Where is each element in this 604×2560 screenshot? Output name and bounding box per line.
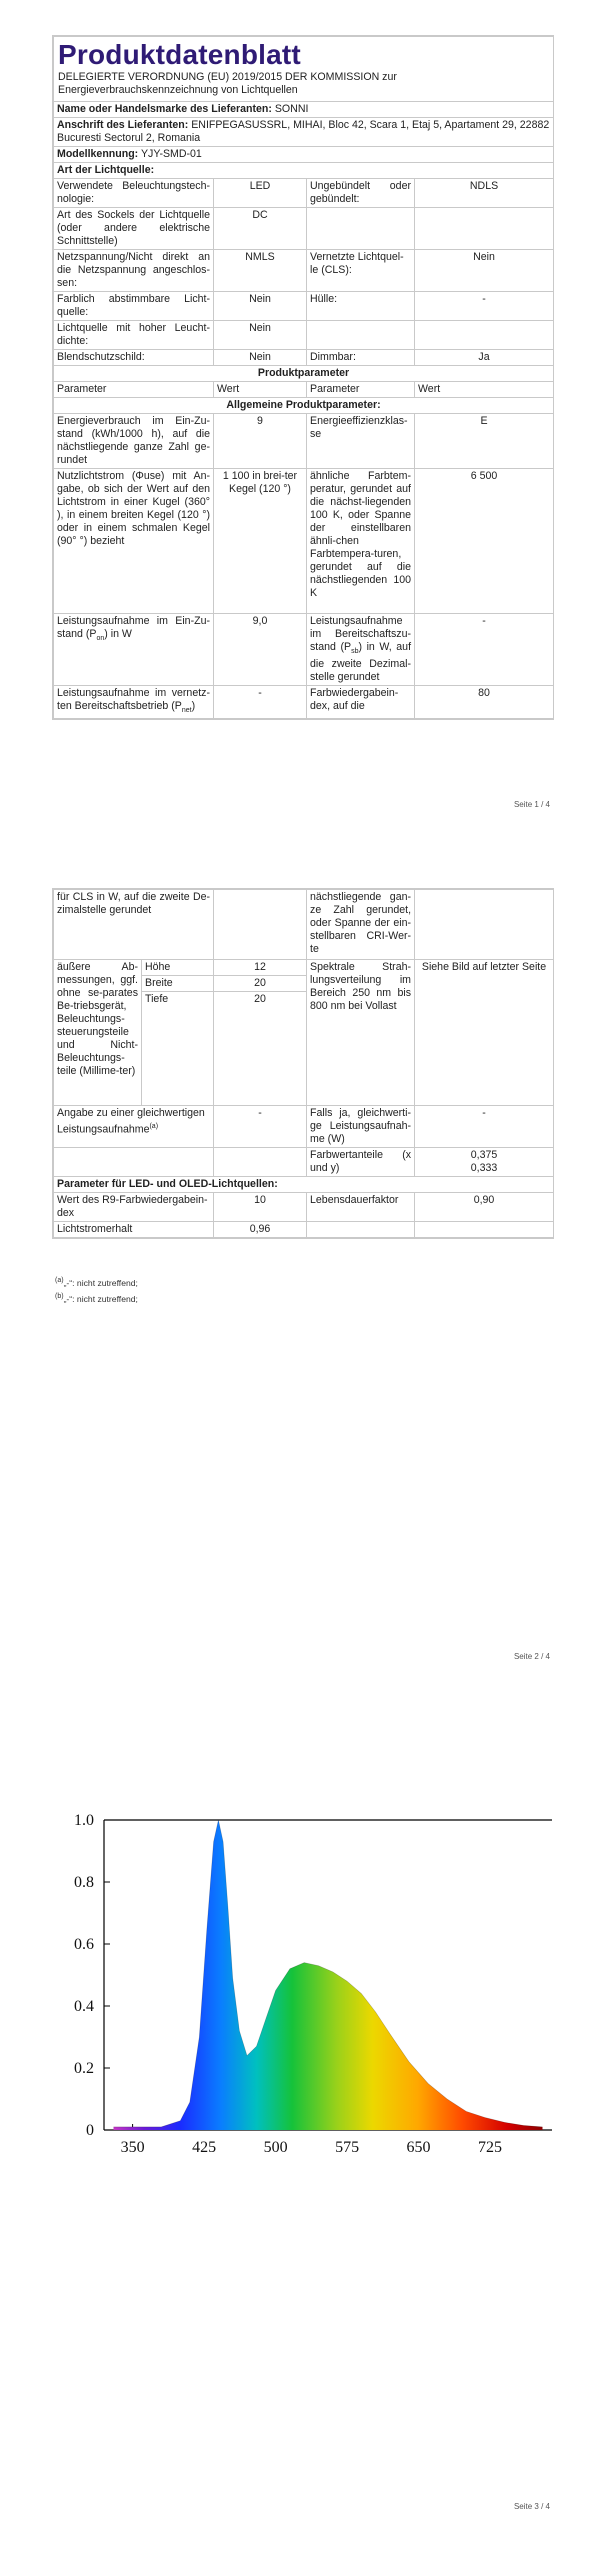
table-cell: Energieeffizienzklas-se xyxy=(307,414,415,469)
chromaticity-y: 0,333 xyxy=(470,1162,498,1174)
table-cell xyxy=(415,890,554,960)
supplier-value: SONNI xyxy=(274,103,309,115)
table-cell: 1 100 in brei-ter Kegel (120 °) xyxy=(214,469,307,614)
table-cell: 9 xyxy=(214,414,307,469)
table-cell: Lebensdauerfaktor xyxy=(307,1193,415,1222)
table-cell: Dimmbar: xyxy=(307,350,415,366)
table-cell: Lichtquelle mit hoher Leucht-dichte: xyxy=(54,321,214,350)
table-cell xyxy=(415,321,554,350)
table-cell: Hülle: xyxy=(307,292,415,321)
dimension-depth-value: 20 xyxy=(214,992,307,1106)
page-3 xyxy=(0,1720,604,2560)
table-cell: Siehe Bild auf letzter Seite xyxy=(415,960,554,1106)
footnote-a: $^{(a)}$„-“: nicht zutreffend; xyxy=(55,1277,138,1288)
table-cell: - xyxy=(214,686,307,719)
general-params-heading: Allgemeine Produktparameter: xyxy=(54,398,554,414)
y-tick-label: 0 xyxy=(86,2122,94,2139)
table-cell xyxy=(307,1222,415,1238)
column-header: Wert xyxy=(415,382,554,398)
page-footer: Seite 1 / 4 xyxy=(513,800,550,809)
table-cell: Vernetzte Lichtquel-le (CLS): xyxy=(307,250,415,292)
table-cell: Farbwertanteile (x und y) xyxy=(307,1148,415,1177)
table-cell: Wert des R9-Farbwiedergabein-dex xyxy=(54,1193,214,1222)
table-cell: NDLS xyxy=(415,179,554,208)
column-header: Wert xyxy=(214,382,307,398)
model-row xyxy=(54,147,554,163)
table-cell: Nein xyxy=(415,250,554,292)
table-cell: Ungebündelt oder gebündelt: xyxy=(307,179,415,208)
led-params-heading: Parameter für LED- und OLED-Lichtquellen: xyxy=(54,1177,554,1193)
model-value: YJY-SMD-01 xyxy=(140,148,202,160)
datasheet-table-page-1 xyxy=(52,35,554,720)
table-cell: Spektrale Strah-lungsverteilung im Bereich 250 nm bis 800 nm bei Vollast xyxy=(307,960,415,1106)
table-cell: - xyxy=(214,1106,307,1148)
table-cell: 0,90 xyxy=(415,1193,554,1222)
table-cell: Nein xyxy=(214,292,307,321)
page-title: Produktdatenblatt xyxy=(58,39,301,70)
table-cell: NMLS xyxy=(214,250,307,292)
table-cell: Angabe zu einer gleichwertigen Leistungsaufnahme$^{(a)}$ xyxy=(54,1106,214,1148)
page-2 xyxy=(0,860,604,1680)
address-label: Anschrift des Lieferanten: xyxy=(57,119,189,131)
table-cell: 80 xyxy=(415,686,554,719)
y-tick-label: 1.0 xyxy=(74,1812,94,1829)
table-cell: Ja xyxy=(415,350,554,366)
address-row xyxy=(54,118,554,147)
column-header: Parameter xyxy=(307,382,415,398)
table-cell: - xyxy=(415,292,554,321)
model-label: Modellkennung: xyxy=(57,148,139,160)
table-cell: 9,0 xyxy=(214,614,307,686)
y-tick-label: 0.8 xyxy=(74,1874,94,1891)
table-cell: ähnliche Farbtem-peratur, gerundet auf die nächst-liegenden 100 K, oder Spanne der einstellbaren ähnli-chen Farbtempera-turen, gerundet auf die nächstliegenden 100 K xyxy=(307,469,415,614)
chromaticity-x: 0,375 xyxy=(470,1149,498,1161)
table-cell: 0,96 xyxy=(214,1222,307,1238)
type-heading: Art der Lichtquelle: xyxy=(54,163,554,179)
dimension-height-label: Höhe xyxy=(142,960,214,976)
dimension-width-value: 20 xyxy=(214,976,307,992)
table-cell: nächstliegende gan-ze Zahl gerundet, oder Spanne der ein-stellbaren CRI-Wer-te xyxy=(307,890,415,960)
table-cell xyxy=(307,321,415,350)
x-tick-label: 500 xyxy=(263,2139,288,2156)
table-cell: Art des Sockels der Lichtquelle (oder andere elektrische Schnittstelle) xyxy=(54,208,214,250)
x-tick-label: 650 xyxy=(406,2139,431,2156)
table-cell: Blendschutzschild: xyxy=(54,350,214,366)
dimension-width-label: Breite xyxy=(142,976,214,992)
x-tick-label: 350 xyxy=(120,2139,145,2156)
table-cell: 6 500 xyxy=(415,469,554,614)
footnote-b: $^{(b)}$„-“: nicht zutreffend; xyxy=(55,1292,138,1304)
table-cell: 10 xyxy=(214,1193,307,1222)
header-cell xyxy=(54,37,554,102)
table-cell xyxy=(415,1148,554,1177)
address-value: ENIFPEGASUSSRL, MIHAI, Bloc 42, Scara 1, Etaj 5, Apartament 29, 22882 Bucuresti Sectorul 2, Romania xyxy=(57,119,550,144)
table-cell: Energieverbrauch im Ein-Zu-stand (kWh/1000 h), auf die nächstliegende ganze Zahl ge-rundet xyxy=(54,414,214,469)
page-footer: Seite 3 / 4 xyxy=(513,2502,550,2511)
page-footer: Seite 2 / 4 xyxy=(513,1652,550,1661)
dimension-depth-label: Tiefe xyxy=(142,992,214,1106)
table-cell: Falls ja, gleichwerti-ge Leistungsaufnah-me (W) xyxy=(307,1106,415,1148)
datasheet-table-page-2 xyxy=(52,888,554,1239)
spectral-distribution-chart xyxy=(52,1720,552,2240)
table-cell: Farbwiedergabein-dex, auf die xyxy=(307,686,415,719)
table-cell: E xyxy=(415,414,554,469)
table-cell xyxy=(415,208,554,250)
supplier-row xyxy=(54,102,554,118)
table-cell xyxy=(214,1148,307,1177)
product-params-heading: Produktparameter xyxy=(54,366,554,382)
y-tick-label: 0.4 xyxy=(74,1998,94,2015)
x-tick-label: 725 xyxy=(478,2139,503,2156)
page-1 xyxy=(0,0,604,820)
table-cell: Farblich abstimmbare Licht-quelle: xyxy=(54,292,214,321)
table-cell: Nutzlichtstrom (Φuse) mit An-gabe, ob sich der Wert auf den Lichtstrom in einer Kugel (360° ), in einem breiten Kegel (120 °) oder in einem schmalen Kegel (90° °) bezieht xyxy=(54,469,214,614)
table-cell: für CLS in W, auf die zweite De-zimalstelle gerundet xyxy=(54,890,214,960)
footnotes xyxy=(55,1274,138,1306)
table-cell: Leistungsaufnahme im vernetz-ten Bereitschaftsbetrieb $(P_{net})$ xyxy=(54,686,214,719)
table-cell xyxy=(307,208,415,250)
table-cell: DC xyxy=(214,208,307,250)
table-cell: Nein xyxy=(214,350,307,366)
y-tick-label: 0.2 xyxy=(74,2060,94,2077)
table-cell: - xyxy=(415,614,554,686)
x-tick-label: 425 xyxy=(192,2139,217,2156)
spectrum-area xyxy=(114,1820,543,2130)
table-cell: Netzspannung/Nicht direkt an die Netzspannung angeschlos-sen: xyxy=(54,250,214,292)
dimensions-label: äußere Ab-messungen, ggf. ohne se-parates Be-triebsgerät, Beleuchtungs-steuerungsteile und Nicht-Beleuchtungs-teile (Millime-ter) xyxy=(54,960,142,1106)
table-cell: - xyxy=(415,1106,554,1148)
regulation-text: DELEGIERTE VERORDNUNG (EU) 2019/2015 DER KOMMISSION zur Energieverbrauchskennzeichnung von Lichtquellen xyxy=(58,71,397,96)
table-cell: Verwendete Beleuchtungstech-nologie: xyxy=(54,179,214,208)
table-cell xyxy=(54,1148,214,1177)
table-cell: Leistungsaufnahme im Bereitschaftszu-stand $(P_{sb})$ in W, auf die zweite Dezimal-stelle gerundet xyxy=(307,614,415,686)
column-header: Parameter xyxy=(54,382,214,398)
table-cell xyxy=(415,1222,554,1238)
y-tick-label: 0.6 xyxy=(74,1936,94,1953)
table-cell: Leistungsaufnahme im Ein-Zu-stand $(P_{on})$ in W xyxy=(54,614,214,686)
table-cell xyxy=(214,890,307,960)
table-cell: LED xyxy=(214,179,307,208)
table-cell: Nein xyxy=(214,321,307,350)
table-cell: Lichtstromerhalt xyxy=(54,1222,214,1238)
dimension-height-value: 12 xyxy=(214,960,307,976)
x-tick-label: 575 xyxy=(335,2139,360,2156)
supplier-label: Name oder Handelsmarke des Lieferanten: xyxy=(57,103,272,115)
